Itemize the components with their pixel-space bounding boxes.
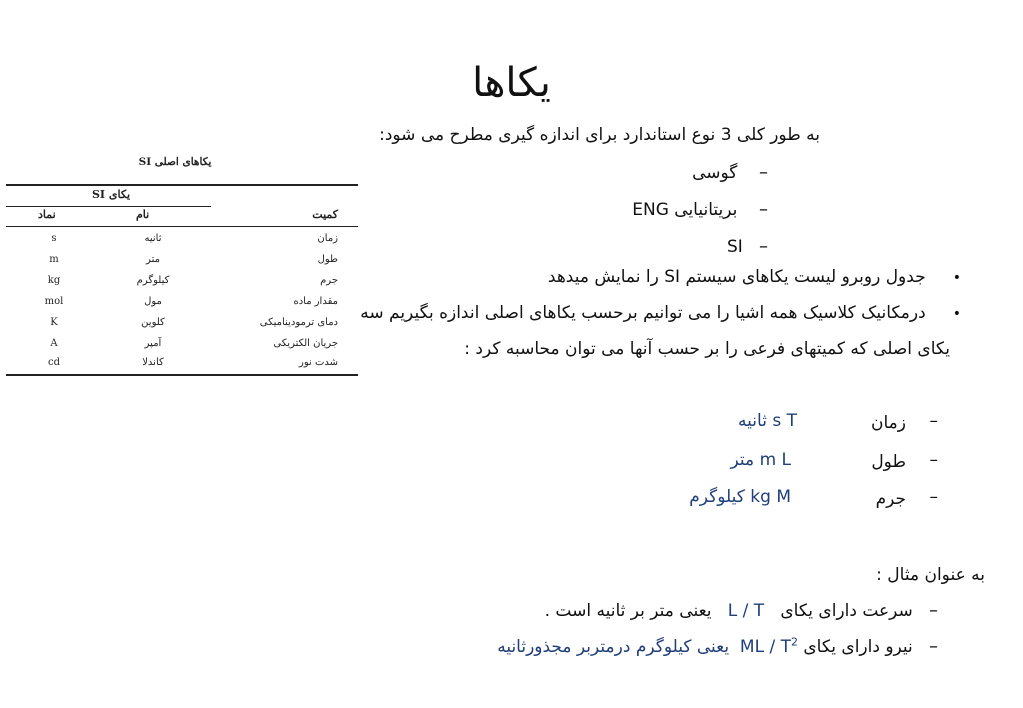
table-cell-symbol: A [50, 338, 58, 349]
table-group-header: یکای SI [91, 188, 131, 201]
unit-dash: – [929, 411, 938, 431]
table-cell-symbol: kg [47, 275, 61, 286]
dash-marker: – [759, 236, 768, 257]
unit-symbol: s T ثانیه [738, 411, 797, 431]
table-rule-top [6, 184, 358, 186]
table-caption: یکاهای اصلی SI [138, 156, 212, 168]
slide-title: یکاها [472, 60, 551, 106]
table-cell-name: کاندلا [142, 357, 164, 368]
bullet-item: • جدول روبرو لیست یکاهای سیستم SI را نمایش میدهد [547, 267, 961, 287]
table-cell-quantity: شدت نور [299, 357, 338, 368]
table-cell-name: مول [144, 296, 162, 307]
bullet-item: • درمکانیک کلاسیک همه اشیا را می توانیم برحسب یکاهای اصلی اندازه بگیریم سه [360, 303, 961, 323]
example-force: – نیرو دارای یکای ML / $T^2$ یعنی کیلوگرم درمتربر مجذورثانیه [497, 635, 938, 657]
unit-symbol: kg M کیلوگرم [689, 487, 791, 507]
table-cell-quantity: دمای ترمودینامیکی [259, 317, 338, 328]
table-rule-group [6, 206, 211, 207]
table-cell-name: آمپر [144, 338, 162, 349]
table-header-quantity: کمیت [312, 208, 338, 221]
unit-quantity: زمان [871, 413, 906, 433]
si-units-table [6, 150, 358, 380]
standard-item: – بریتانیایی ENG [632, 199, 768, 220]
unit-dash: – [929, 487, 938, 507]
dash-marker: – [759, 199, 768, 220]
table-rule-bottom [6, 374, 358, 376]
example-speed: – سرعت دارای یکای L / T یعنی متر بر ثانیه است . [544, 600, 938, 621]
unit-dash: – [929, 450, 938, 470]
table-cell-quantity: جریان الکتریکی [273, 338, 338, 349]
table-cell-symbol: mol [44, 296, 64, 307]
bullet-marker: • [952, 270, 961, 286]
force-unit: ML / $T^2$ [739, 635, 798, 657]
table-cell-symbol: m [49, 254, 59, 265]
dash-marker: – [929, 600, 938, 621]
unit-quantity: جرم [875, 489, 906, 509]
table-cell-name: ثانیه [144, 233, 162, 244]
unit-quantity: طول [871, 452, 906, 472]
table-header-name: نام [136, 208, 150, 221]
table-cell-symbol: s [51, 233, 57, 244]
table-rule-header [6, 226, 358, 227]
table-cell-symbol: cd [47, 357, 60, 368]
table-cell-name: کلوین [141, 317, 165, 328]
bullet-continuation: یکای اصلی که کمیتهای فرعی را بر حسب آنها می توان محاسبه کرد : [464, 339, 950, 359]
table-cell-quantity: جرم [320, 275, 338, 286]
standard-item: – SI [726, 236, 768, 257]
table-cell-name: کیلوگرم [136, 275, 170, 286]
table-cell-name: متر [146, 254, 160, 265]
table-cell-quantity: طول [317, 254, 338, 265]
example-label: به عنوان مثال : [876, 565, 985, 585]
unit-symbol: m L متر [730, 450, 791, 470]
table-cell-symbol: K [50, 317, 58, 328]
table-cell-quantity: مقدار ماده [293, 296, 338, 307]
table-header-symbol: نماد [38, 208, 56, 221]
bullet-marker: • [952, 306, 961, 322]
dash-marker: – [759, 162, 768, 183]
intro-text: به طور کلی 3 نوع استاندارد برای اندازه گیری مطرح می شود: [379, 125, 820, 145]
standard-item: – گوسی [692, 162, 768, 183]
table-cell-quantity: زمان [317, 233, 338, 244]
dash-marker: – [929, 636, 938, 657]
